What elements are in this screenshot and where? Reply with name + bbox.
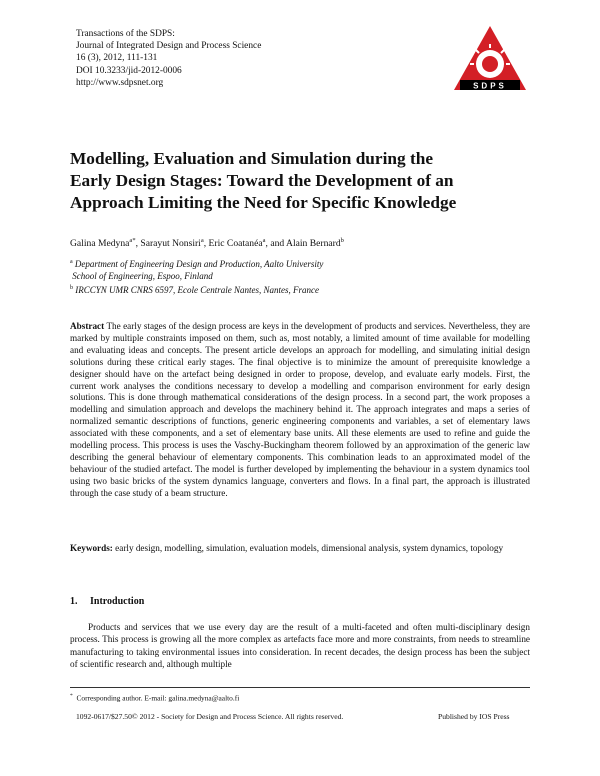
affil-a-line-2: School of Engineering, Espoo, Finland — [72, 271, 213, 281]
journal-url: http://www.sdpsnet.org — [76, 77, 164, 88]
section-heading — [70, 596, 144, 607]
paper-title — [70, 148, 540, 214]
journal-doi: DOI 10.3233/jid-2012-0006 — [76, 65, 182, 76]
keywords-text: early design, modelling, simulation, evaluation models, dimensional analysis, system dynamics, topology — [115, 543, 504, 553]
author-name: , Eric Coatanéa — [203, 238, 263, 250]
title-line-2: Early Design Stages: Toward the Development of an — [70, 171, 454, 190]
title-line-3: Approach Limiting the Need for Specific Knowledge — [70, 193, 457, 212]
logo-text: SDPS — [473, 81, 507, 91]
section-number: 1. — [70, 596, 78, 607]
footnote-text: Corresponding author. E-mail: galina.medyna@aalto.fi — [76, 693, 240, 703]
author-affil-mark: b — [340, 237, 344, 244]
journal-series: Transactions of the SDPS: — [76, 29, 175, 39]
journal-name: Journal of Integrated Design and Process Science — [76, 41, 262, 52]
intro-paragraph: Products and services that we use every day are the result of a multi-faceted and often multi-disciplinary design process. This process is growing all the more complex as artefacts face more and more constraints, from needs to streamline manufacturing to taking environmental issues into consideration. In recent decades, the design process has been the subject of scientific research and, although multiple — [70, 622, 530, 669]
abstract-label: Abstract — [70, 321, 105, 331]
corresponding-mark: * — [132, 237, 136, 244]
author-affil-mark: a — [129, 237, 133, 244]
footnote-marker: * — [70, 693, 73, 699]
author-affil-mark: a — [200, 237, 204, 244]
abstract — [70, 321, 530, 500]
title-line-1: Modelling, Evaluation and Simulation during the — [70, 149, 433, 168]
affil-label: a — [70, 259, 73, 265]
sdps-logo — [452, 24, 528, 94]
publisher-line: Published by IOS Press — [438, 712, 510, 721]
footnote — [70, 693, 239, 702]
journal-header — [76, 28, 261, 89]
author-name: Galina Medyna — [70, 238, 130, 250]
keywords — [70, 542, 530, 554]
affil-a-line-1: Department of Engineering Design and Production, Aalto University — [74, 259, 324, 269]
author-name: , and Alain Bernard — [265, 238, 341, 250]
author-affil-mark: a — [262, 237, 266, 244]
copyright-line: 1092-0617/$27.50© 2012 - Society for Design and Process Science. All rights reserved. — [76, 712, 344, 721]
abstract-text: The early stages of the design process are keys in the development of products and services. Nevertheless, they are marked by multiple constraints imposed on them, such as, most notably, a limited amount of time available for modelling and evaluating ideas and concepts. The present article develops an approach for modelling, and simulating initial design solutions during these critical early stages. The final objective is to minimize the amount of prerequisite knowledge a designer should have on the artefact being designed in order to propose, develop, and evaluate early models. First, the current work analyses the conditions necessary to develop a modelling and comparison environment for early design solutions. This is done through mathematical considerations of the design process. In a second part, the work proposes a modelling and simulation approach and develops the machinery behind it. The approach integrates and maps a series of normalized semantic descriptions of functions, generic engineering components and variables, a set of elementary laws associated with these components, and a set of elementary base units. All these elements are used to refine and guide the modelling process. This process is uses the Vaschy-Buckingham theorem followed by an approximation of the generic law describing the general behaviour of elementary components. This combination leads to an approximated model of the behaviour of the studied artefact. The model is further developed by implementing the behaviour in a system dynamics tool using two basic bricks of the system dynamics language, converters and flows. In a final part, the approach is illustrated through the case study of a beam structure. — [70, 321, 531, 498]
logo-sun-core — [482, 56, 498, 72]
keywords-label: Keywords: — [70, 543, 113, 553]
affil-label: b — [70, 285, 73, 291]
affiliations — [70, 256, 323, 296]
affil-b-line-1: IRCCYN UMR CNRS 6597, Ecole Centrale Nantes, Nantes, France — [75, 285, 319, 295]
section-title: Introduction — [90, 596, 145, 607]
author-list — [70, 237, 344, 249]
author-name: , Sarayut Nonsiri — [135, 238, 201, 250]
journal-volume: 16 (3), 2012, 111-131 — [76, 53, 158, 64]
footnote-divider — [70, 687, 530, 688]
